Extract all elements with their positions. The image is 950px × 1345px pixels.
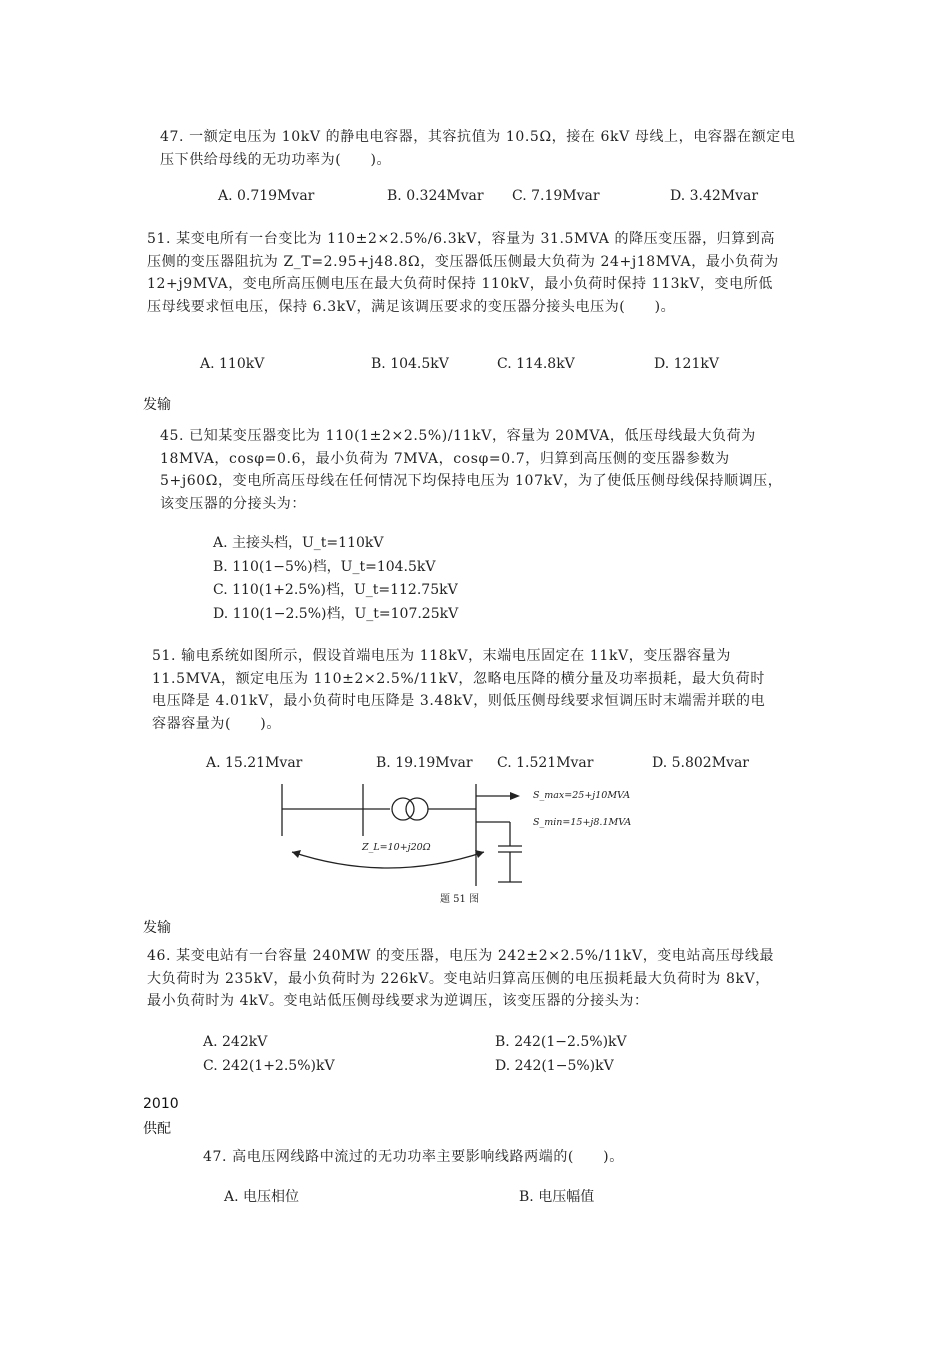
section-label: 发输 <box>143 397 171 413</box>
question-51a-text: 51. 某变电所有一台变比为 110±2×2.5%/6.3kV，容量为 31.5MVA 的降压变压器，归算到高压侧的变压器阻抗为 Z_T=2.95+j48.8Ω，变压器低压侧最大负荷为 24+j18MVA，最小负荷为 12+j9MVA，变电所高压侧电压在最大负荷时保持 110kV，最小负荷时保持 113kV，变电所低压母线要求恒电压，保持 6.3kV，满足该调压要求的变压器分接头电压为( )。 <box>147 231 779 315</box>
question-46-option-b: B. 242(1−2.5%)kV <box>495 1034 627 1050</box>
question-51b-option-c: C. 1.521Mvar <box>497 755 594 771</box>
transformer-winding-1 <box>392 798 414 820</box>
load-arrow-head <box>510 792 520 800</box>
question-47b-option-b: B. 电压幅值 <box>519 1189 595 1205</box>
question-51a-option-c: C. 114.8kV <box>497 356 575 372</box>
question-47-option-d: D. 3.42Mvar <box>670 188 759 204</box>
question-47-option-b: B. 0.324Mvar <box>387 188 484 204</box>
question-47b-option-a: A. 电压相位 <box>224 1189 300 1205</box>
question-47-text: 47. 一额定电压为 10kV 的静电电容器，其容抗值为 10.5Ω，接在 6kV 母线上，电容器在额定电压下供给母线的无功功率为( )。 <box>160 129 796 168</box>
question-45-option-b: B. 110(1−5%)档，U_t=104.5kV <box>213 558 436 575</box>
figure-caption: 题 51 图 <box>440 894 480 905</box>
transformer-winding-2 <box>406 798 428 820</box>
section-label: 发输 <box>143 920 171 936</box>
section-label: 供配 <box>143 1121 171 1137</box>
question-46-option-c: C. 242(1+2.5%)kV <box>203 1058 335 1074</box>
question-51b-option-d: D. 5.802Mvar <box>652 755 749 771</box>
question-45-option-c: C. 110(1+2.5%)档，U_t=112.75kV <box>213 582 458 598</box>
question-45-option-a: A. 主接头档，U_t=110kV <box>213 535 384 551</box>
question-45-text: 45. 已知某变压器变比为 110(1±2×2.5%)/11kV，容量为 20MVA，低压母线最大负荷为 18MVA，cosφ=0.6，最小负荷为 7MVA，cosφ=0.7，归算到高压侧的变压器参数为 5+j60Ω，变电所高压母线在任何情况下均保持电压为 107kV，为了使低压侧母线保持顺调压，该变压器的分接头为： <box>160 428 783 512</box>
question-47-option-a: A. 0.719Mvar <box>218 188 315 204</box>
section-year: 2010 <box>143 1096 179 1112</box>
question-51b-option-b: B. 19.19Mvar <box>376 755 473 771</box>
smax-label: S_max=25+j10MVA <box>533 790 631 801</box>
smin-label: S_min=15+j8.1MVA <box>533 817 632 828</box>
question-51a-option-a: A. 110kV <box>200 356 265 372</box>
question-45-option-d: D. 110(1−2.5%)档，U_t=107.25kV <box>213 605 459 622</box>
line-impedance-label: Z_L=10+j20Ω <box>362 842 431 853</box>
impedance-span-arrow <box>292 852 484 868</box>
question-51b-text: 51. 输电系统如图所示，假设首端电压为 118kV，末端电压固定在 11kV，变压器容量为 11.5MVA，额定电压为 110±2×2.5%/11kV，忽略电压降的横分量及功率损耗，最大负荷时电压降是 4.01kV，最小负荷时电压降是 3.48kV，则低压侧母线要求恒调压时末端需并联的电容器容量为( )。 <box>152 648 766 732</box>
question-46-option-a: A. 242kV <box>203 1034 268 1050</box>
question-51a-option-d: D. 121kV <box>654 356 719 372</box>
question-47b-text: 47. 高电压网线路中流过的无功功率主要影响线路两端的( )。 <box>203 1149 624 1165</box>
question-51b-option-a: A. 15.21Mvar <box>206 755 303 771</box>
question-45-options <box>213 532 458 626</box>
question-46-text: 46. 某变电站有一台容量 240MW 的变压器，电压为 242±2×2.5%/11kV，变电站高压母线最大负荷时为 235kV，最小负荷时为 226kV。变电站归算高压侧的电压损耗最大负荷时为 8kV，最小负荷时为 4kV。变电站低压侧母线要求为逆调压，该变压器的分接头为： <box>147 948 775 1009</box>
question-46-option-d: D. 242(1−5%)kV <box>495 1058 614 1074</box>
question-51a-option-b: B. 104.5kV <box>371 356 449 372</box>
question-47-option-c: C. 7.19Mvar <box>512 188 600 204</box>
